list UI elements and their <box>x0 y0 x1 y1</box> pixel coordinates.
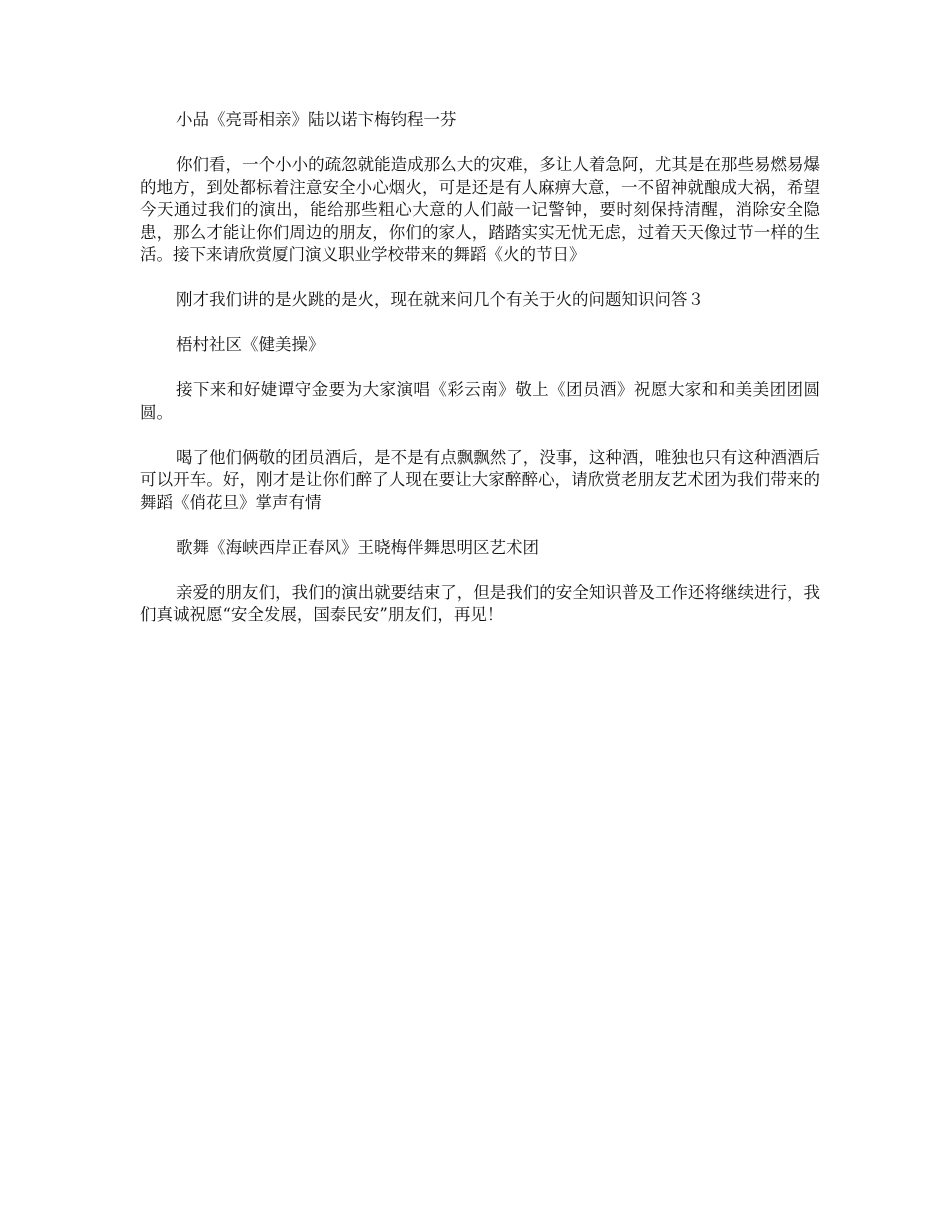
paragraph-song-dance: 歌舞《海峡西岸正春风》王晓梅伴舞思明区艺术团 <box>176 537 539 557</box>
paragraph-fire-quiz: 刚才我们讲的是火跳的是火，现在就来问几个有关于火的问题知识问答３ <box>176 290 704 309</box>
paragraph-fire-safety-speech: 你们看，一个小小的疏忽就能造成那么大的灾难，多让人着急阿，尤其是在那些易燃易爆的地方，到处都标着注意安全小心烟火，可是还是有人麻痹大意，一不留神就酿成大祸，希望今天通过我们的演出，能给那些粗心大意的人们敲一记警钟，要时刻保持清醒，消除安全隐患，那么才能让你们周边的朋友，你们的家人，踏踏实实无忧无虑，过着天天像过节一样的生活。接下来请欣赏厦门演义职业学校带来的舞蹈《火的节日》 <box>140 155 820 264</box>
paragraph-skit-title: 小品《亮哥相亲》陆以诺卞梅钧程一芬 <box>176 110 457 129</box>
paragraph-aerobics: 梧村社区《健美操》 <box>176 335 325 354</box>
paragraph-dance-intro: 喝了他们俩敬的团员酒后，是不是有点飘飘然了，没事，这种酒，唯独也只有这种酒酒后可以开车。好，刚才是让你们醉了人现在要让大家醉醉心，请欣赏老朋友艺术团为我们带来的舞蹈《俏花旦》掌声有情 <box>140 447 820 512</box>
document-page <box>140 109 820 649</box>
paragraph-closing: 亲爱的朋友们，我们的演出就要结束了，但是我们的安全知识普及工作还将继续进行，我们真诚祝愿“安全发展，国泰民安”朋友们，再见！ <box>140 582 820 624</box>
paragraph-song-intro: 接下来和好婕谭守金要为大家演唱《彩云南》敬上《团员酒》祝愿大家和和美美团团圆圆。 <box>140 380 820 422</box>
